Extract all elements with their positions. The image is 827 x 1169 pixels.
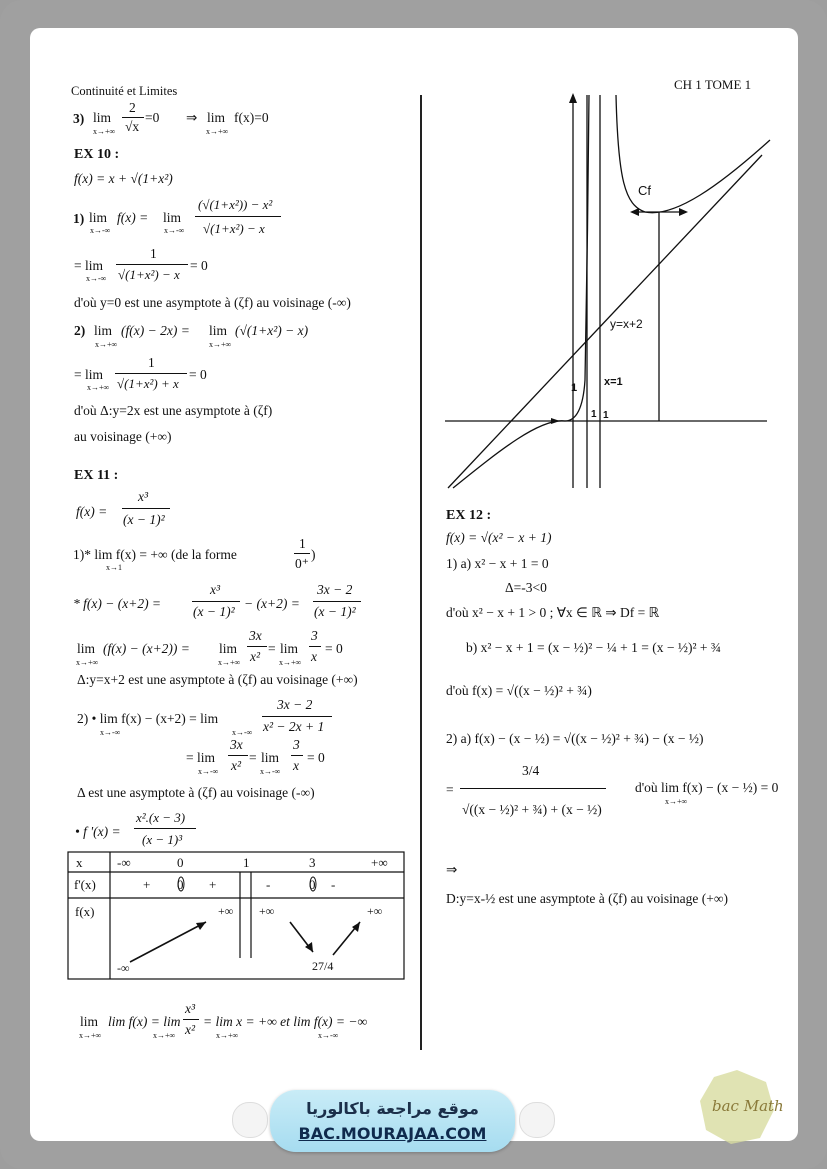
q3-implies: ⇒ [186, 110, 198, 125]
table-f-2: +∞ [259, 904, 275, 918]
ex11-2c-eq: = [249, 750, 257, 765]
graph-label-one-c: 1 [603, 410, 609, 421]
ex11-2: 2) • lim f(x) − (x+2) = lim [77, 711, 219, 726]
table-row-fp: f'(x) [74, 877, 96, 892]
q3-sub2: x→+∞ [206, 127, 229, 136]
ex11-2c-3x: 3x [230, 737, 243, 752]
final-lim-sub3: x→+∞ [216, 1031, 239, 1040]
ex10-den3: √(1+x²) + x [117, 376, 179, 391]
ex11-1c-eq0: = 0 [325, 641, 343, 656]
ex10-one2: 1 [148, 355, 155, 370]
table-zero-1: 0 [309, 877, 316, 892]
ex11-2c-x: x [293, 758, 299, 773]
site-banner[interactable] [270, 1090, 515, 1152]
ex10-eqlim2: = lim [74, 367, 103, 382]
ex11-1c-sub: x→+∞ [76, 658, 99, 667]
final-end: = lim x = +∞ et lim f(x) = −∞ [203, 1014, 368, 1029]
graph-label-one-b: 1 [591, 409, 597, 420]
ex11-1c-sub3: x→+∞ [279, 658, 302, 667]
ex12-title: EX 12 : [446, 508, 492, 523]
ex11-num: x³ [138, 489, 149, 504]
ex11-2-den: x² − 2x + 1 [263, 719, 325, 734]
ex10-lim3: lim [94, 323, 113, 338]
ex10-f2: (f(x) − 2x) = [121, 323, 190, 338]
ex12-conclusion: D:y=x-½ est une asymptote à (ζf) au voisinage (+∞) [446, 891, 728, 906]
ex12-canonical: d'où f(x) = √((x − ½)² + ¾) [446, 683, 592, 698]
ex12-delta: Δ=-3<0 [505, 580, 547, 595]
ex12-limit-sub: x→+∞ [665, 797, 688, 806]
ex11-1a-den: 0⁺ [295, 556, 309, 571]
ex11-2-sub: x→-∞ [100, 728, 121, 737]
ex12-function: f(x) = √(x² − x + 1) [446, 530, 552, 545]
table-x-2: 1 [243, 855, 250, 870]
banner-logo-right [519, 1102, 555, 1138]
ex11-1b-num: x³ [210, 582, 221, 597]
table-x-4: +∞ [371, 855, 388, 870]
ex10-eq0b: = 0 [189, 367, 207, 382]
ex11-1b: * f(x) − (x+2) = [73, 596, 162, 611]
ex11-2c-lim: lim [261, 750, 280, 765]
ex11-1c-x: x [311, 649, 317, 664]
ex12-den: √((x − ½)² + ¾) + (x − ½) [462, 802, 602, 817]
ex11-f: f(x) = [76, 504, 108, 519]
ex10-conclusion2: d'où Δ:y=2x est une asymptote à (ζf) [74, 403, 273, 418]
ex12-implies: ⇒ [446, 862, 458, 877]
ex11-2c-3: 3 [293, 737, 300, 752]
ex11-1b-den: (x − 1)² [193, 604, 235, 619]
ex11-2-sub2: x→-∞ [232, 728, 253, 737]
graph-label-one-a: 1 [571, 382, 578, 394]
ex11-2c-x2: x² [231, 758, 242, 773]
ex11-1a-end: ) [311, 547, 316, 562]
final-lim-sub2: x→+∞ [153, 1031, 176, 1040]
ex11-sub-1: x→1 [106, 563, 122, 572]
table-sign-3: - [331, 877, 336, 892]
graph-label-asymptote: y=x+2 [610, 317, 643, 331]
banner-arabic-title: موقع مراجعة باكالوريا [306, 1099, 479, 1118]
q3-fx0: f(x)=0 [234, 110, 269, 125]
ex10-sub3: x→+∞ [95, 340, 118, 349]
ex10-sub1b: x→-∞ [164, 226, 185, 235]
q3-label: 3) [73, 111, 85, 126]
ex10-den2: √(1+x²) − x [118, 267, 180, 282]
ex11-2c-eq0: = 0 [307, 750, 325, 765]
ex12-eq: = [446, 782, 454, 797]
asymptote-y-x-plus-2 [448, 155, 762, 488]
ex11-2c-sub: x→-∞ [198, 767, 219, 776]
ex12-2a: 2) a) f(x) − (x − ½) = √((x − ½)² + ¾) − (x − ½) [446, 731, 704, 746]
ex11-conclusion1: Δ:y=x+2 est une asymptote à (ζf) au voisinage (+∞) [77, 672, 358, 687]
ex10-sub2: x→-∞ [86, 274, 107, 283]
ex10-sub1: x→-∞ [90, 226, 111, 235]
table-sign-2: - [266, 877, 271, 892]
table-sign-1: + [209, 877, 217, 892]
ex11-1c-3x: 3x [249, 628, 262, 643]
bac-math-logo-text: bac Math [712, 1097, 784, 1115]
ex10-conclusion3: au voisinage (+∞) [74, 429, 172, 444]
ex10-lim1: lim [89, 210, 108, 225]
table-zero-0: 0 [177, 877, 184, 892]
ex11-1c-x2: x² [250, 649, 261, 664]
ex10-fx: f(x) = [117, 210, 149, 225]
ex12-num: 3/4 [522, 763, 540, 778]
ex11-fp: • f '(x) = [75, 824, 121, 839]
ex10-den1: √(1+x²) − x [203, 221, 265, 236]
table-f-1: +∞ [218, 904, 234, 918]
final-f: lim f(x) = lim [108, 1014, 181, 1029]
ex10-f2r: (√(1+x²) − x) [235, 323, 309, 338]
fraction-bar [460, 788, 606, 789]
ex11-title: EX 11 : [74, 468, 119, 483]
ex10-title: EX 10 : [74, 147, 120, 162]
ex12-domain: d'où x² − x + 1 > 0 ; ∀x ∈ ℝ ⇒ Df = ℝ [446, 605, 660, 620]
ex11-fp-den: (x − 1)³ [142, 832, 183, 847]
q3-lim: lim [93, 110, 112, 125]
ex10-eqlim: = lim [74, 258, 103, 273]
ex11-1c: (f(x) − (x+2)) = [103, 641, 190, 656]
ex11-1c-eq: = [268, 641, 276, 656]
ex12-1a: 1) a) x² − x + 1 = 0 [446, 556, 549, 571]
ex11-1a: 1)* lim f(x) = +∞ (de la forme [73, 547, 237, 562]
ex11-1a-num: 1 [299, 536, 306, 551]
ex10-sub4: x→+∞ [87, 383, 110, 392]
header-left: Continuité et Limites [71, 84, 178, 98]
ex10-conclusion1: d'où y=0 est une asymptote à (ζf) au voisinage (-∞) [74, 295, 351, 310]
final-lim-sub4: x→-∞ [318, 1031, 339, 1040]
final-lim-sub: x→+∞ [79, 1031, 102, 1040]
final-num: x³ [185, 1001, 196, 1016]
table-f-3: 27/4 [312, 959, 334, 973]
banner-url-link[interactable]: BAC.MOURAJAA.COM [298, 1124, 487, 1143]
graph-label-cf: Cf [638, 183, 651, 198]
ex11-1c-lim3: lim [280, 641, 299, 656]
q3-num: 2 [129, 100, 136, 115]
ex11-1b-mid: − (x+2) = [244, 596, 300, 611]
q3-eq0: =0 [145, 110, 160, 125]
table-f-0: -∞ [117, 961, 130, 975]
ex12-1b: b) x² − x + 1 = (x − ½)² − ¼ + 1 = (x − ½)² + ¾ [466, 640, 722, 655]
ex11-1b-den2: (x − 1)² [314, 604, 356, 619]
table-row-f: f(x) [75, 904, 95, 919]
graph-label-x1: x=1 [604, 376, 623, 388]
ex11-1c-3: 3 [311, 628, 318, 643]
table-row-x: x [76, 855, 83, 870]
ex11-2-num: 3x − 2 [277, 697, 313, 712]
table-f-4: +∞ [367, 904, 383, 918]
q3-den: √x [125, 119, 140, 134]
curve-left-branch [453, 95, 589, 488]
ex11-fp-num: x².(x − 3) [136, 810, 186, 825]
ex11-2c-sub2: x→-∞ [260, 767, 281, 776]
ex10-lim3b: lim [209, 323, 228, 338]
ex10-sub3b: x→+∞ [209, 340, 232, 349]
table-x-0: -∞ [117, 855, 131, 870]
ex10-eq0: = 0 [190, 258, 208, 273]
ex10-function: f(x) = x + √(1+x²) [74, 171, 173, 186]
final-den: x² [185, 1022, 196, 1037]
table-x-1: 0 [177, 855, 184, 870]
ex11-1c-lim: lim [77, 641, 96, 656]
final-lim: lim [80, 1014, 99, 1029]
header-right: CH 1 TOME 1 [674, 77, 752, 92]
q3-sub: x→+∞ [93, 127, 116, 136]
table-x-3: 3 [309, 855, 316, 870]
table-sign-0: + [143, 877, 151, 892]
ex11-2c: = lim [186, 750, 215, 765]
ex10-q1: 1) [73, 211, 85, 226]
ex12-limit: d'où lim f(x) − (x − ½) = 0 [635, 780, 779, 795]
ex11-conclusion2: Δ est une asymptote à (ζf) au voisinage (-∞) [77, 785, 315, 800]
ex10-lim1b: lim [163, 210, 182, 225]
ex11-1c-sub2: x→+∞ [218, 658, 241, 667]
ex10-num1: (√(1+x²)) − x² [198, 197, 273, 212]
ex11-den: (x − 1)² [123, 512, 165, 527]
ex10-q2: 2) [74, 323, 86, 338]
ex11-1b-num2: 3x − 2 [317, 582, 353, 597]
q3-lim2: lim [207, 110, 226, 125]
ex10-one: 1 [150, 246, 157, 261]
ex11-1c-lim2: lim [219, 641, 238, 656]
banner-logo-left [232, 1102, 268, 1138]
